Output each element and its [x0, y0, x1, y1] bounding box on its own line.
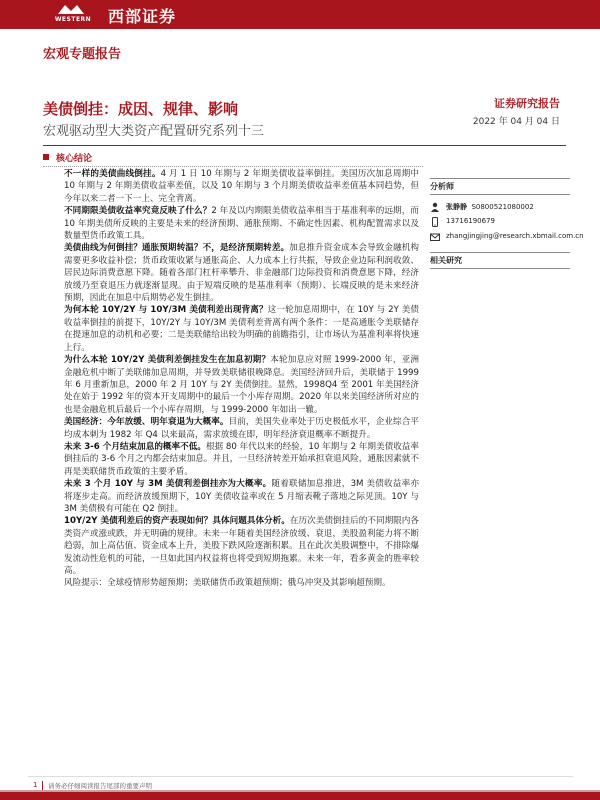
analyst-email-row: [430, 231, 584, 246]
logo-text: WESTERN: [54, 16, 92, 23]
core-conclusion-heading: [43, 150, 423, 167]
paragraph: [64, 515, 419, 577]
company-logo: [42, 3, 104, 26]
footer-disclaimer: 请务必仔细阅读报告尾部的重要声明: [48, 782, 152, 790]
paragraph: [64, 205, 419, 242]
analyst-name-row: [430, 201, 570, 216]
paragraph: [64, 441, 419, 478]
footer-stripe: [0, 792, 600, 800]
square-bullet-icon: [43, 154, 49, 160]
paragraph-text: 加息推升资金成本会导致金融机构需要更多收益补偿；货币政策收紧与通胀高企、人力成本上行共振，导致企业边际利润收敛、居民边际消费意愿下降。随着各部门杠杆率攀升、非金融部门边际投资和消费意愿下降，经济放缓乃至衰退压力就逐渐显现。由于短端反映的是基准利率（预期）、长端反映的是未来经济预期，因此在加息中后期势必发生倒挂。: [64, 243, 419, 304]
paragraph: [64, 478, 419, 515]
paragraph-text: 2 年及以内期限美债收益率相当于基准利率的远期，而 10 年期美债所反映的主要是未来的经济预期、通胀预期、不确定性因素、机构配置需求以及数量型货币政策工具。: [64, 206, 419, 242]
paragraph-lead: 不同期限美债收益率究竟反映了什么？: [64, 206, 212, 217]
section-label: 宏观专题报告: [43, 47, 122, 62]
risk-warning: [64, 577, 419, 589]
core-conclusion-body: [64, 168, 419, 590]
report-type-label: 证券研究报告: [494, 97, 560, 110]
report-date: 2022 年 04 月 04 日: [472, 117, 560, 127]
paragraph: [64, 242, 419, 304]
paragraph-lead: 为何本轮 10Y/2Y 与 10Y/3M 美债利差出现背离？: [64, 305, 268, 316]
analyst-header: 分析师: [430, 178, 570, 195]
person-icon: [430, 202, 440, 212]
paragraph-lead: 为什么本轮 10Y/2Y 美债利差倒挂发生在加息初期？: [64, 355, 271, 366]
page-subtitle: 宏观驱动型大类资产配置研究系列十三: [43, 124, 265, 139]
analyst-email[interactable]: zhangjingjing@research.xbmail.com.cn: [446, 232, 584, 240]
paragraph-text: 本轮加息应对照 1999-2000 年，亚洲金融危机中断了美联储加息周期，并导致美联储很晚降息。美国经济回升后，美联储于 1999 年 6 月重新加息，2000 年 2 月 10Y 与 2Y 美债倒挂。显然，1998Q4 至 2001 年美国经济处在始于 1992 年的资本开支周期中的最后一个小库存周期。2020 年以来美国经济所对应的也是金融危机后最后一个小库存周期，与 1999-2000 年如出一辙。: [64, 355, 419, 415]
paragraph-text: 随着联储加息推进，3M 美债收益率亦将逐步走高。而经济放缓预期下，10Y 美债收益率或在 5 月缩表靴子落地之际见顶。10Y 与 3M 美债极有可能在 Q2 倒挂。: [64, 479, 419, 514]
footer-divider: [28, 776, 573, 777]
top-banner: [0, 0, 600, 29]
paragraph-lead: 美债曲线为何倒挂？通胀预期转温？不，是经济预期转差。: [64, 243, 290, 254]
paragraph-lead: 不一样的美债曲线倒挂。: [64, 169, 161, 179]
paragraph-lead: 未来 3-6 个月结束加息的概率不低。: [64, 441, 206, 452]
paragraph-lead: 未来 3 个月 10Y 与 3M 美债利差倒挂亦为大概率。: [64, 479, 272, 490]
paragraph-lead: 美国经济：今年放缓、明年衰退为大概率。: [64, 417, 229, 428]
paragraph: [64, 168, 419, 205]
paragraph-text: 风险提示：全球疫情形势超预期；美联储货币政策超预期；俄乌冲突及其影响超预期。: [64, 578, 391, 589]
paragraph: [64, 416, 419, 441]
analyst-phone: 13716190679: [446, 217, 495, 225]
paragraph: [64, 304, 419, 354]
core-conclusion-label: 核心结论: [56, 154, 93, 164]
page-title: 美债倒挂：成因、规律、影响: [43, 100, 239, 118]
analyst-license: S0800521080002: [471, 203, 534, 211]
paragraph-lead: 10Y/2Y 美债利差后的资产表现如何？具体问题具体分析。: [64, 516, 290, 527]
paragraph-text: 这一轮加息周期中，在 10Y 与 2Y 美债收益率倒挂的前提下，10Y/2Y 与 10Y/3M 美债利差背离有两个条件：一是高通胀令美联储存在提速加息的动机和必要；二是美联储给出较为明确的前瞻指引，让市场认为基准利率将快速上行。: [64, 305, 419, 353]
page-number: 1: [33, 781, 38, 789]
paragraph-text: 目前，美国失业率处于历史极低水平，企业综合平均成本刺为 1982 年 Q4 以来最高，需求放缓在即，明年经济衰退概率不断提升。: [64, 417, 419, 440]
brand-name: 西部证券: [108, 7, 177, 26]
analyst-name: 张静静: [446, 203, 467, 211]
paragraph-text: 4 月 1 日 10 年期与 2 年期美债收益率倒挂。美国历次加息周期中 10 年期与 2 年期美债收益率差值，以及 10 年期与 3 个月期美债收益率差值基本同趋势，但今年以来二者一下一上、完全背离。: [64, 169, 419, 204]
phone-icon: [430, 217, 440, 227]
logo-mark-icon: [56, 3, 86, 15]
analyst-phone-row: [430, 216, 570, 231]
paragraph-text: 根据 80 年代以来的经验，10 年期与 2 年期美债收益率倒挂后的 3-6 个月之内都会结束加息。并且，一旦经济转差开始承担衰退风险，通胀因素就不再是美联储货币政策的主要矛盾。: [64, 441, 420, 477]
paragraph-text: 在历次美债倒挂后的不同期限内各类资产或涨或跌，并无明确的规律。未来一年随着美国经济放缓、衰退，美股盈利能力将不断趋弱，加上高估值、资金成本上升，美股下跌风险逐渐积累。且在此次美股调整中，不排除爆发流动性危机的可能，一旦如此国内权益将也将受到短期拖累。未来一年，看多黄金的胜率较高。: [64, 516, 419, 576]
title-divider: [43, 145, 566, 146]
paragraph: [64, 354, 419, 416]
analyst-sidebar: [430, 178, 584, 269]
email-icon: [430, 232, 440, 242]
footer-separator: [42, 781, 43, 790]
related-research-header: 相关研究: [430, 252, 570, 269]
